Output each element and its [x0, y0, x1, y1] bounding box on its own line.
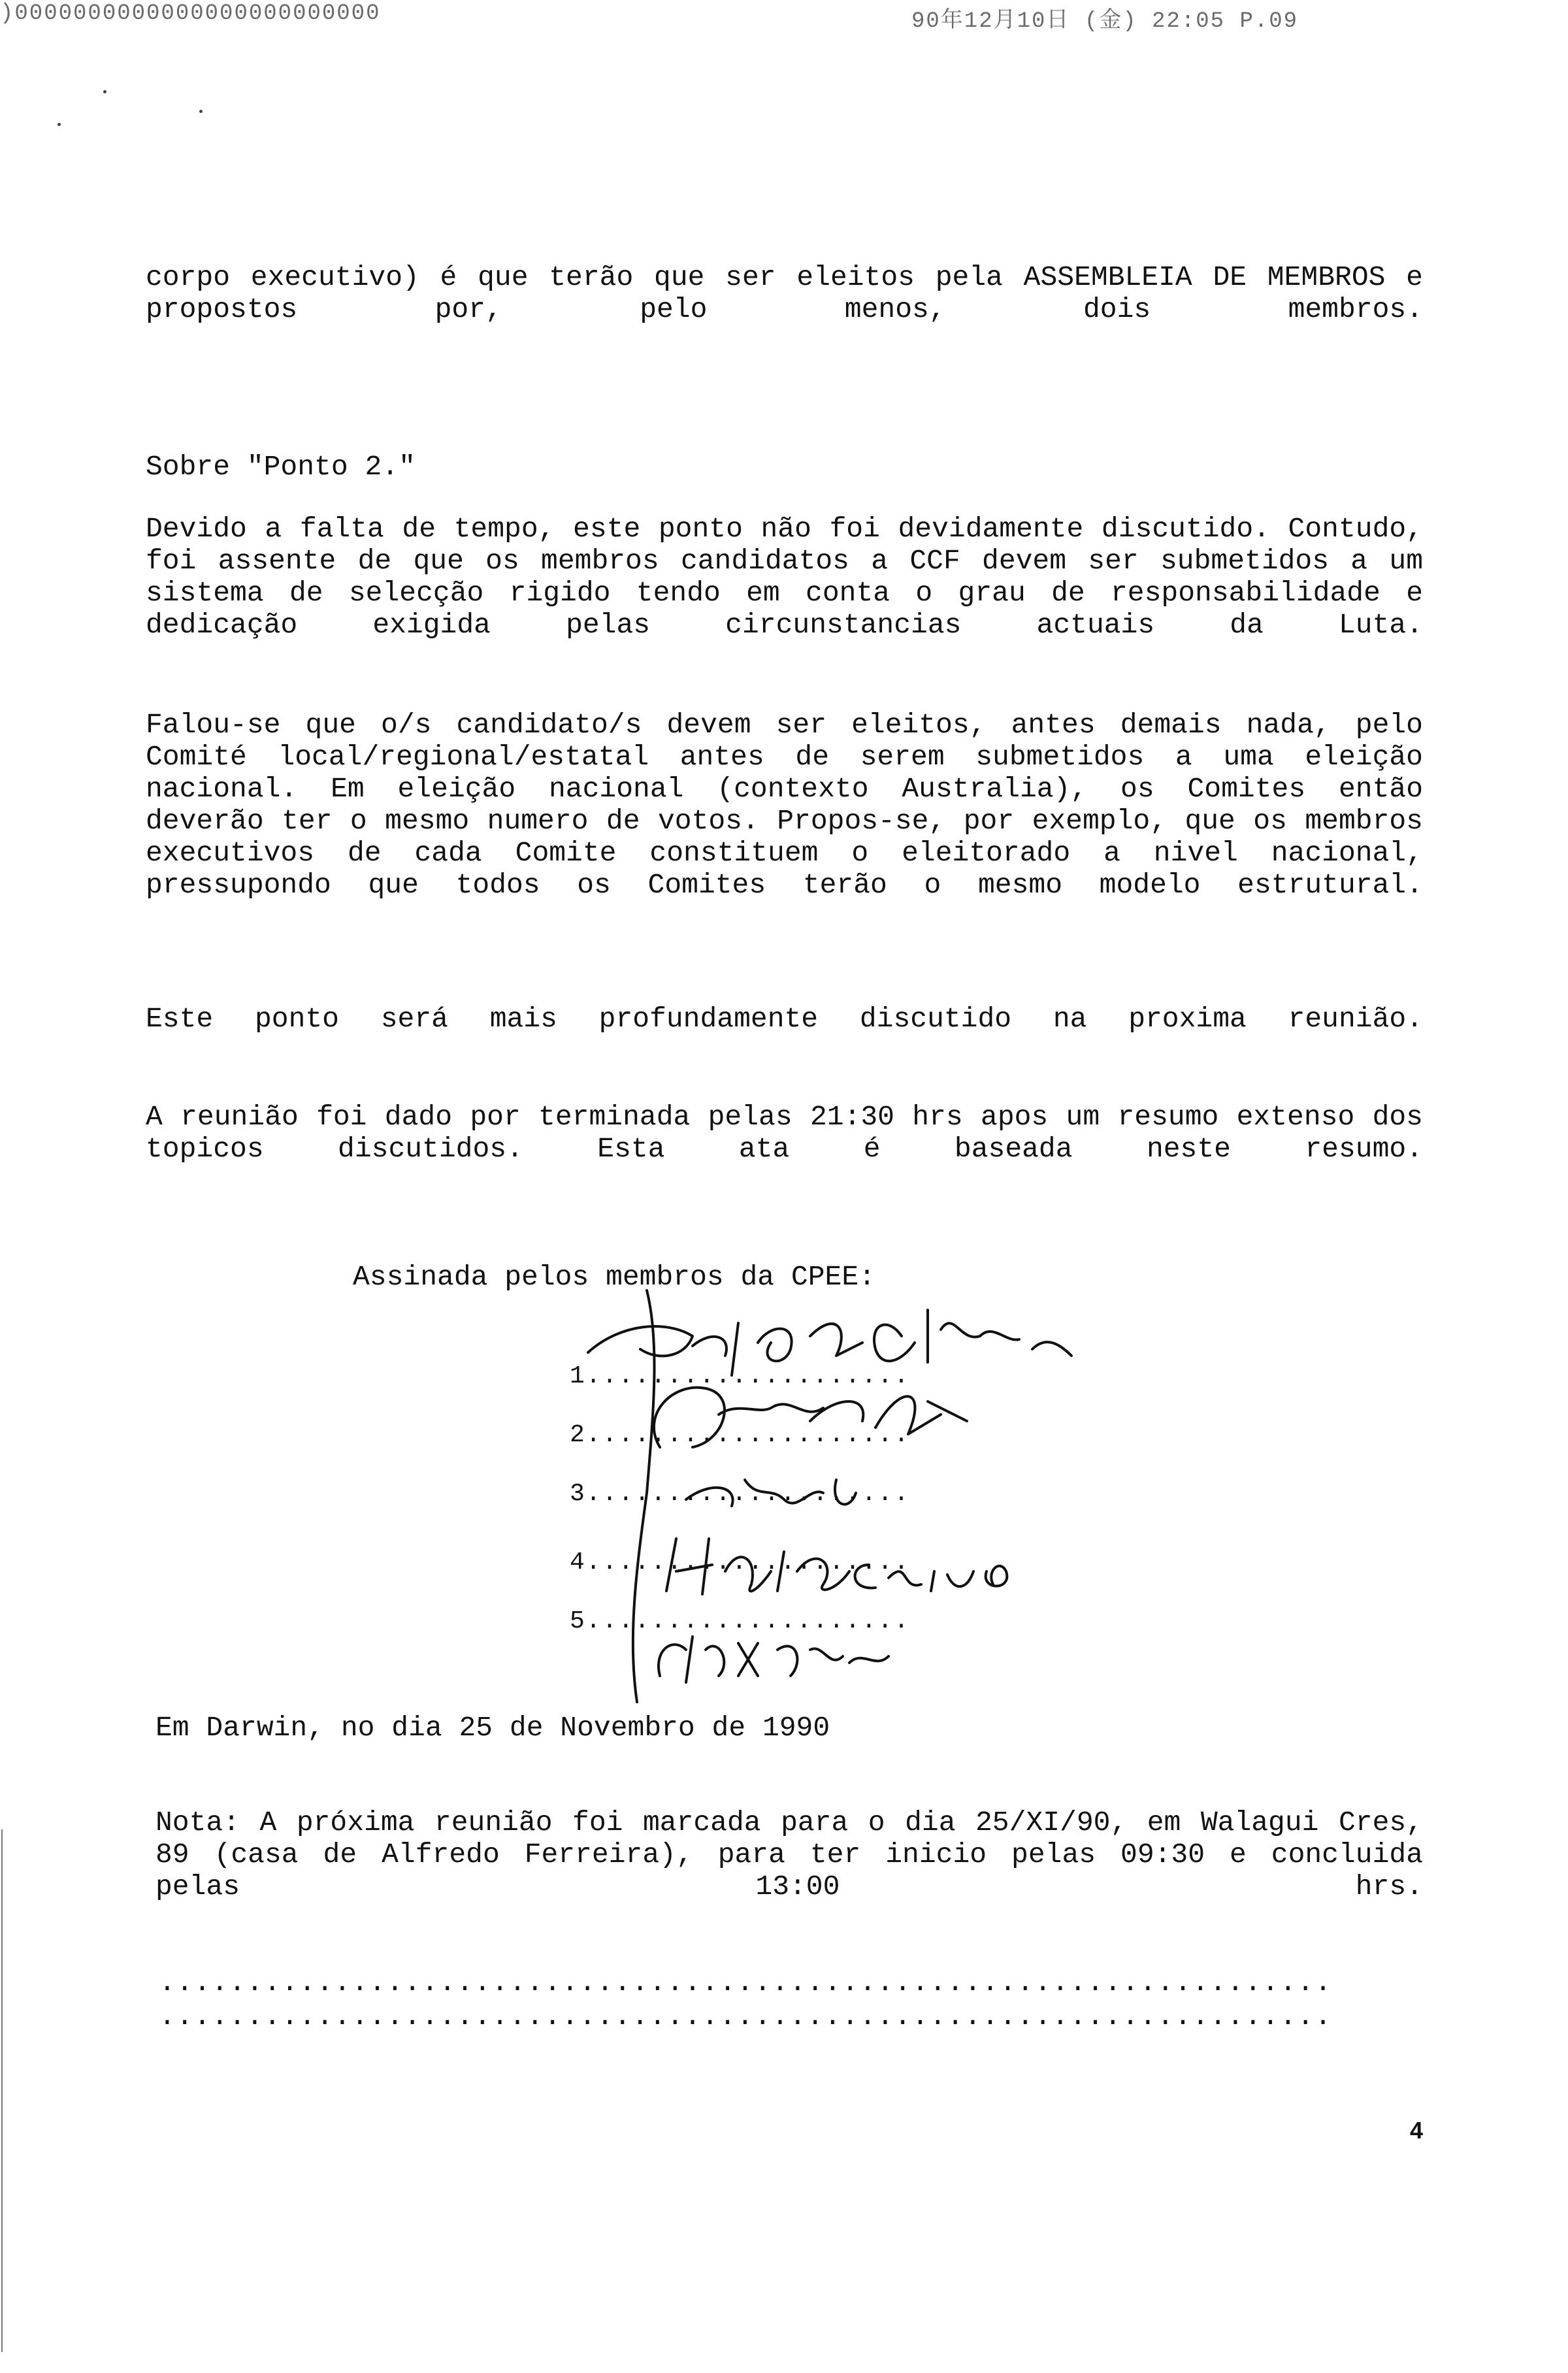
signature-4-stroke	[666, 1539, 1007, 1594]
paragraph-candidatos: Falou-se que o/s candidato/s devem ser eleitos, antes demais nada, pelo Comité local/regional/estatal antes de serem submetidos a uma eleição nacional. Em eleição nacional (contexto Australia), os Comites então deverão ter o mesmo numero de votos. Propos-se, por exemplo, que os membros executivos de cada Comite constituem o eleitorado a nivel nacional, pressupondo que todos os Comites terão o mesmo modelo estrutural.	[146, 709, 1423, 901]
fax-header-left: )0000000000000000000000000	[0, 1, 381, 26]
fax-header-timestamp: 90年12月10日 (金) 22:05 P.09	[911, 9, 1299, 34]
place-date: Em Darwin, no dia 25 de Novembro de 1990	[155, 1712, 830, 1744]
page-number: 4	[1410, 2117, 1424, 2144]
scan-speck	[103, 90, 106, 93]
fax-header	[0, 0, 1568, 34]
signature-2-stroke	[654, 1388, 967, 1447]
paragraph-encerramento: A reunião foi dado por terminada pelas 21:30 hrs apos um resumo extenso dos topicos discutidos. Esta ata é baseada neste resumo.	[146, 1101, 1423, 1165]
signature-line-3: 3....................	[570, 1480, 910, 1508]
signature-1-stroke	[588, 1323, 862, 1375]
paragraph-proxima-reuniao: Este ponto será mais profundamente discutido na proxima reunião.	[146, 1003, 1423, 1035]
note-proxima-reuniao: Nota: A próxima reunião foi marcada para o dia 25/XI/90, em Walagui Cres, 89 (casa de Alfredo Ferreira), para ter inicio pelas 09:30 e concluida pelas 13:00 hrs.	[155, 1807, 1423, 1903]
scan-margin-line	[1, 1829, 3, 2352]
scan-speck	[199, 110, 203, 113]
scan-speck	[57, 123, 61, 126]
signature-1-stroke	[874, 1310, 1071, 1362]
signature-line-4: 4....................	[570, 1548, 910, 1577]
section-heading-ponto-2: Sobre "Ponto 2."	[146, 451, 416, 483]
signature-5-stroke	[659, 1637, 889, 1682]
handwritten-signatures	[562, 1284, 1215, 1728]
signature-line-2: 2....................	[570, 1421, 910, 1449]
dotted-line-1: ...................................................................	[159, 1967, 1332, 1999]
dotted-line-2: ...................................................................	[159, 2001, 1332, 2033]
signature-line-5: 5....................	[570, 1607, 910, 1635]
signatures-title: Assinada pelos membros da CPEE:	[353, 1261, 875, 1293]
paragraph-eleicao: corpo executivo) é que terão que ser eleitos pela ASSEMBLEIA DE MEMBROS e propostos por, pelo menos, dois membros.	[146, 261, 1423, 325]
signature-line-1: 1....................	[570, 1362, 910, 1390]
signature-3-stroke	[686, 1480, 856, 1506]
paragraph-ponto-2: Devido a falta de tempo, este ponto não foi devidamente discutido. Contudo, foi assente de que os membros candidatos a CCF devem ser submetidos a um sistema de selecção rigido tendo em conta o grau de responsabilidade e dedicação exigida pelas circunstancias actuais da Luta.	[146, 513, 1423, 641]
